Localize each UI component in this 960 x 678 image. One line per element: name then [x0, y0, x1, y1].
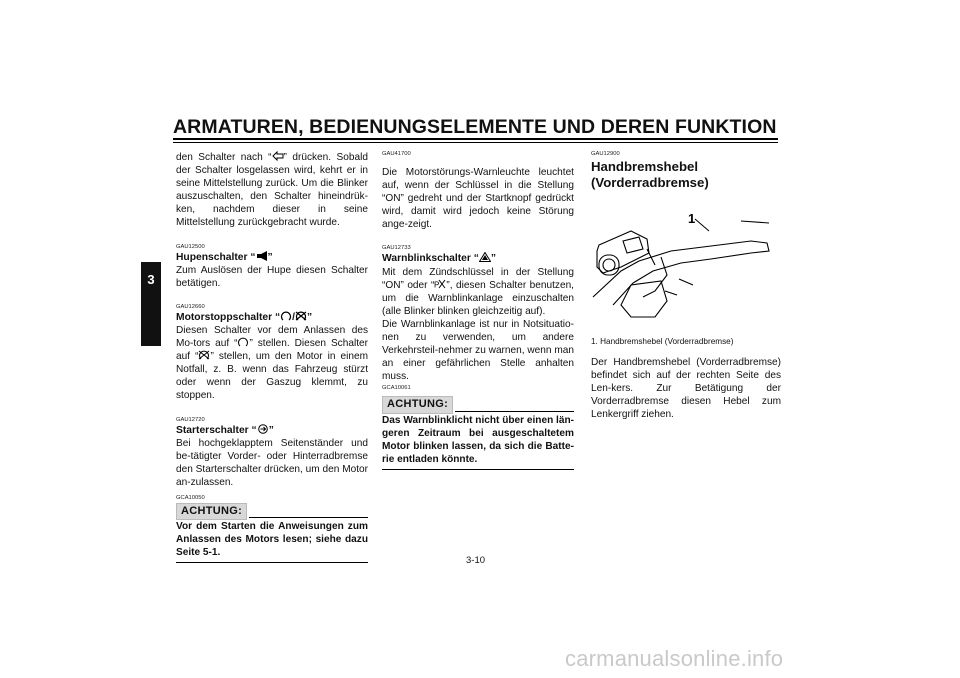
off-icon	[295, 311, 307, 321]
horn-icon	[256, 251, 268, 261]
callout-number: 1	[688, 211, 696, 226]
run-icon	[280, 311, 292, 321]
caution-text: Vor dem Starten die Anweisungen zum Anlassen des Motors lesen; siehe dazu Seite 5-1.	[176, 520, 368, 563]
ref-code: GAU12660	[176, 303, 205, 310]
figure-caption: 1. Handbremshebel (Vorderradbremse)	[591, 337, 734, 346]
caution-badge: ACHTUNG:	[176, 503, 247, 520]
caution-header	[176, 503, 368, 520]
section-title: Handbremshebel (Vorderradbremse)	[591, 159, 709, 190]
page-number: 3-10	[466, 555, 486, 566]
engine-stop-text: Diesen Schalter vor dem Anlassen des Mo-tors auf “ ” stellen. Diesen Schalter auf “ ” stellen, um den Motor in einem Notfall, z. B. wenn das Fahrzeug stürzt oder wenn der Gaszug klemmt, zu stoppen.	[176, 324, 368, 402]
run-icon	[237, 337, 249, 347]
ref-code: GCA10050	[176, 494, 205, 501]
ref-code: GAU12720	[176, 416, 205, 423]
parking-key-icon	[434, 279, 446, 289]
starter-switch-heading: Starterschalter “ ”	[176, 424, 274, 436]
watermark: carmanualsonline.info	[565, 646, 784, 671]
header-rule	[173, 138, 778, 140]
header-rule-thin	[173, 142, 778, 143]
hazard-usage-text: Die Warnblinkanlage ist nur in Notsituatio-nen zu verwenden, um andere Verkehrsteil-nehmer zu warnen, wenn man an einer gefährlichen Stelle anhalten muss.	[382, 318, 574, 383]
hazard-switch-text: Mit dem Zündschlüssel in der Stellung “ON” oder “ P ”, diesen Schalter benutzen, um die Warnblinkanlage einzuschalten (alle Blinker blinken gleichzeitig auf).	[382, 266, 574, 317]
starter-switch-text: Bei hochgeklapptem Seitenständer und be-tätigter Vorder- oder Hinterradbremse den Starterschalter drücken, um den Motor an-zulassen.	[176, 437, 368, 488]
chapter-number: 3	[147, 272, 155, 287]
caution-rule	[455, 411, 574, 412]
off-icon	[198, 350, 210, 360]
engine-stop-heading: Motorstoppschalter “ / ”	[176, 311, 313, 323]
column-left	[176, 151, 368, 563]
ref-code: GAU41700	[382, 151, 411, 157]
column-right	[591, 151, 781, 422]
starter-icon	[257, 424, 269, 434]
caution-rule	[249, 517, 368, 518]
ref-code: GAU12500	[176, 243, 205, 250]
caution-header	[382, 396, 574, 413]
engine-warning-text: Die Motorstörungs-Warnleuchte leuchtet auf, wenn der Schlüssel in die Stellung “ON” gedreht und der Startknopf gedrückt wird, damit wird jedoch keine Störung ange-zeigt.	[382, 167, 574, 231]
ref-code: GAU12900	[591, 151, 620, 157]
ref-code: GCA10061	[382, 385, 411, 392]
hazard-switch-heading: Warnblinkschalter “ ”	[382, 253, 497, 265]
chapter-tab	[141, 262, 161, 346]
ref-code: GAU12733	[382, 245, 411, 252]
page-title: ARMATUREN, BEDIENUNGSELEMENTE UND DEREN FUNKTION	[173, 116, 777, 138]
caution-badge: ACHTUNG:	[382, 396, 453, 413]
brake-lever-illustration	[591, 201, 781, 321]
horn-switch-heading: Hupenschalter “ ”	[176, 251, 273, 263]
hazard-icon	[479, 252, 491, 262]
column-middle	[382, 151, 574, 470]
svg-text:P: P	[434, 280, 440, 289]
caution-text: Das Warnblinklicht nicht über einen län-geren Zeitraum bei ausgeschaltetem Motor blinken lassen, da sich die Batte-rie entladen könnte.	[382, 414, 574, 470]
turn-left-arrow-icon	[272, 151, 284, 161]
turn-signal-paragraph: den Schalter nach “ ” drücken. Sobald der Schalter losgelassen wird, kehrt er in seine Mittelstellung zurück. Um die Blinker auszuschalten, den Schalter hineindrük-ken, nachdem dieser in seine Mittelstellung zurückgebracht wurde.	[176, 152, 368, 229]
horn-switch-text: Zum Auslösen der Hupe diesen Schalter betätigen.	[176, 264, 368, 289]
brake-lever-text: Der Handbremshebel (Vorderradbremse) befindet sich auf der rechten Seite des Len-kers. Zur Betätigung der Vorderradbremse diesen Hebel zum Lenkergriff ziehen.	[591, 357, 781, 421]
